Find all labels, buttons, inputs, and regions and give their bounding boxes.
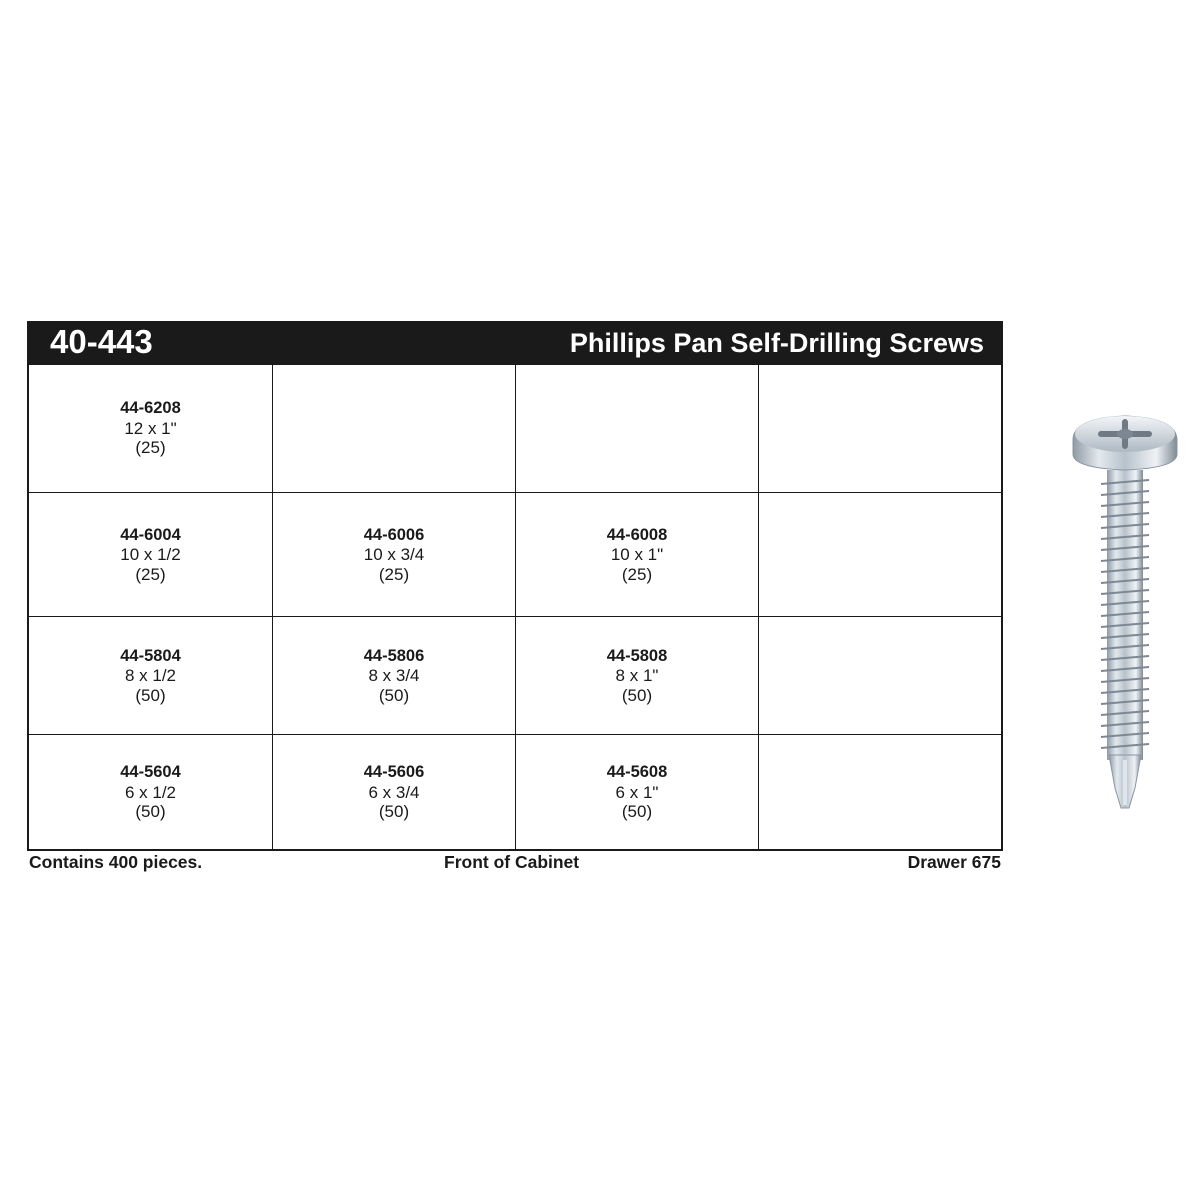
screw-size: 8 x 1/2: [124, 666, 177, 686]
assortment-title: Phillips Pan Self-Drilling Screws: [569, 328, 984, 358]
drawer-cell-empty: [515, 365, 758, 492]
quantity: (50): [135, 802, 166, 822]
drawer-cell: [29, 365, 272, 492]
drawer-cell-empty: [758, 617, 1001, 735]
quantity: (25): [135, 438, 166, 458]
quantity: (25): [621, 564, 653, 584]
screw-size: 6 x 1/2: [124, 782, 177, 802]
piece-count: Contains 400 pieces.: [29, 852, 203, 872]
cabinet-orientation: Front of Cabinet: [444, 852, 580, 872]
drawer-cell-empty: [758, 365, 1001, 492]
part-number: 44-5604: [120, 763, 181, 782]
screw-size: 8 x 3/4: [368, 666, 420, 686]
grid-row: [29, 365, 1001, 492]
drawer-cell: [29, 735, 272, 850]
drawer-cell: [515, 617, 758, 735]
phillips-pan-self-drilling-screw-icon: [1065, 410, 1185, 810]
part-number: 44-5804: [120, 646, 181, 665]
quantity: (50): [378, 685, 410, 705]
part-number: 44-6008: [606, 525, 668, 544]
drawer-cell: [515, 735, 758, 850]
screw-size: 8 x 1": [615, 666, 659, 686]
grid-row: [29, 734, 1001, 850]
drawer-number: Drawer 675: [907, 852, 1001, 872]
screw-size: 10 x 1/2: [120, 545, 181, 565]
quantity: (50): [621, 802, 653, 822]
drawer-cell-empty: [272, 365, 515, 492]
screw-size: 6 x 1": [615, 782, 659, 802]
drawer-cell: [272, 735, 515, 850]
quantity: (50): [135, 685, 166, 705]
quantity: (25): [135, 564, 166, 584]
screw-size: 10 x 3/4: [363, 545, 425, 565]
drawer-cell-empty: [758, 493, 1001, 617]
drawer-cell: [272, 493, 515, 617]
screw-size: 6 x 3/4: [368, 782, 420, 802]
part-number: 44-5606: [363, 763, 425, 782]
drawer-cell: [272, 617, 515, 735]
part-number: 44-6004: [120, 525, 181, 544]
part-number: 44-5808: [606, 646, 668, 665]
assortment-code: 40-443: [50, 323, 153, 360]
drawer-cell: [29, 493, 272, 617]
drawer-cell: [29, 617, 272, 735]
quantity: (50): [378, 802, 410, 822]
drawer-grid: [27, 365, 1003, 851]
drawer-cell: [515, 493, 758, 617]
screw-size: 12 x 1": [124, 418, 177, 438]
quantity: (50): [621, 685, 653, 705]
label-footer: [27, 851, 1003, 873]
grid-row: [29, 616, 1001, 735]
screw-size: 10 x 1": [610, 545, 664, 565]
part-number: 44-6006: [363, 525, 425, 544]
part-number: 44-6208: [120, 399, 181, 418]
grid-row: [29, 492, 1001, 617]
assortment-label: [27, 321, 1003, 851]
part-number: 44-5608: [606, 763, 668, 782]
label-header: [27, 321, 1003, 365]
drawer-cell-empty: [758, 735, 1001, 850]
part-number: 44-5806: [363, 646, 425, 665]
quantity: (25): [378, 564, 410, 584]
